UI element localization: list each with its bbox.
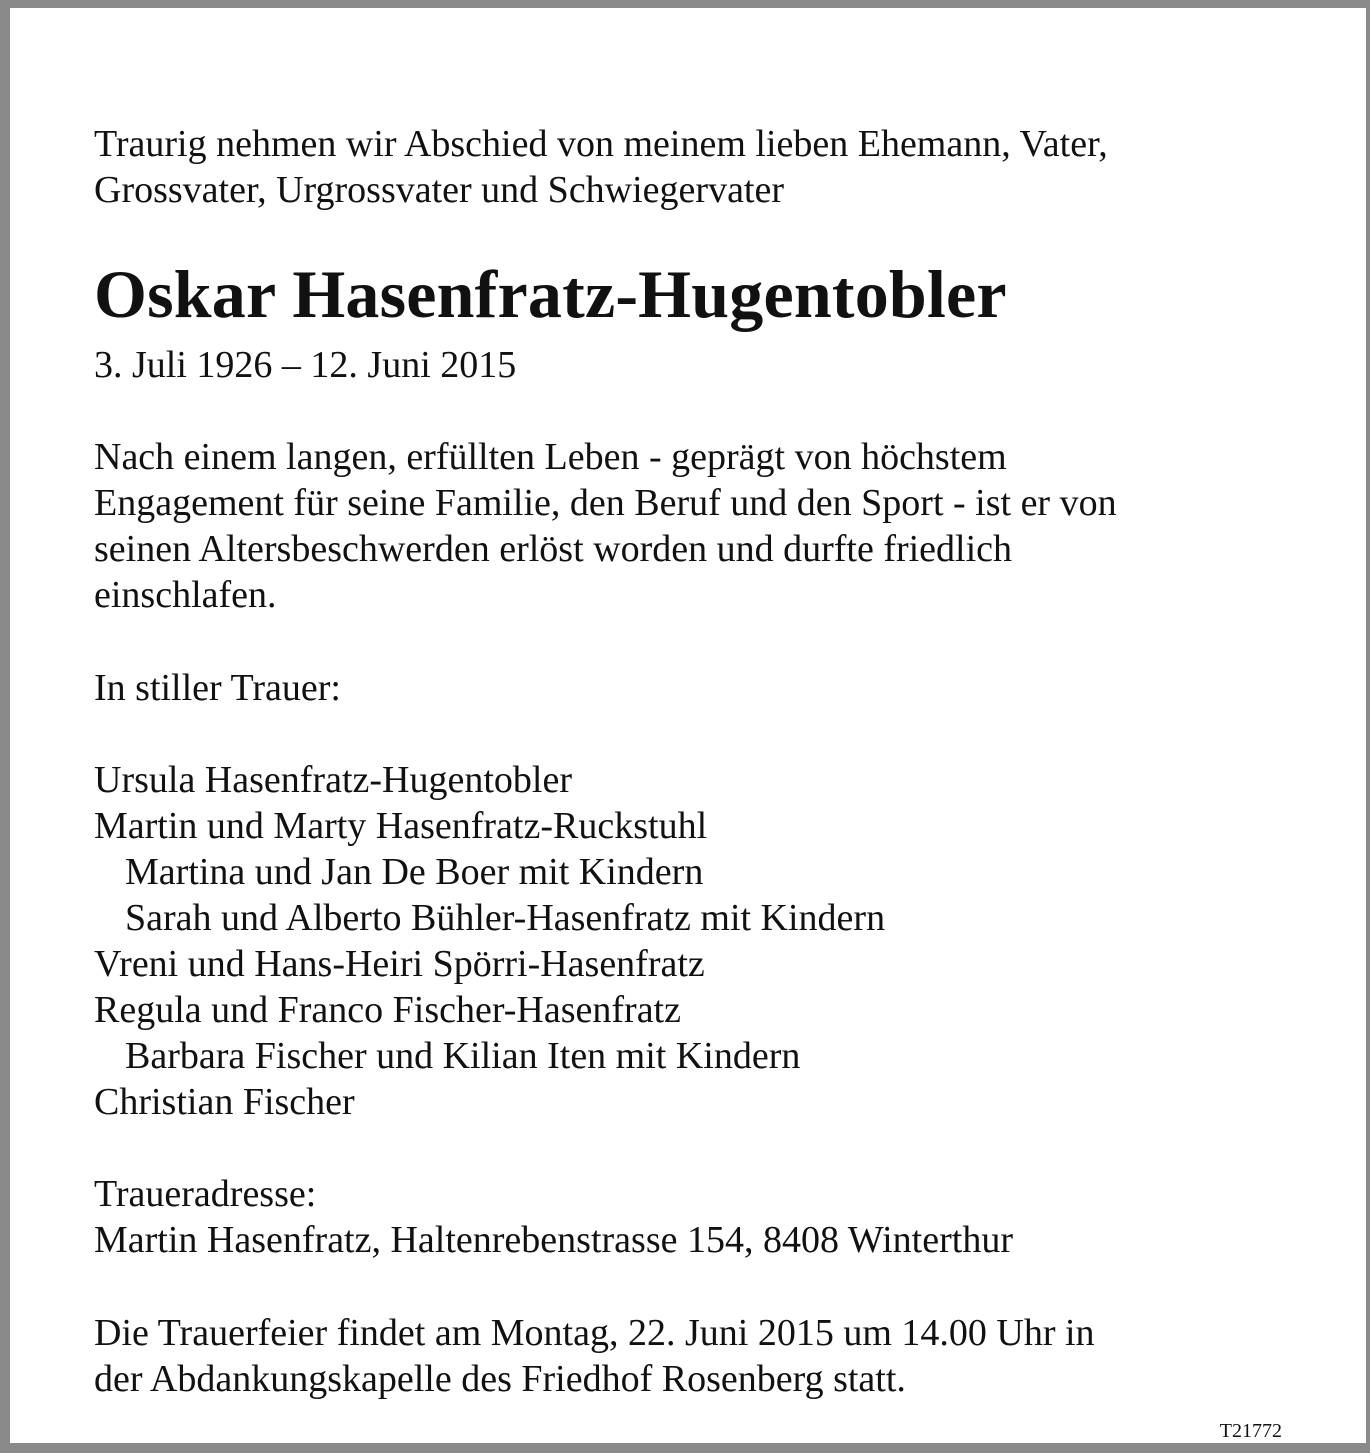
mourner-name-indented: Sarah und Alberto Bühler-Hasenfratz mit Kindern	[125, 897, 886, 939]
address-value: Martin Hasenfratz, Haltenrebenstrasse 154, 8408 Winterthur	[94, 1219, 1013, 1261]
tribute-line-2: Engagement für seine Familie, den Beruf und den Sport - ist er von	[94, 482, 1117, 524]
mourner-name: Martin und Marty Hasenfratz-Ruckstuhl	[94, 805, 708, 847]
mourner-name: Ursula Hasenfratz-Hugentobler	[94, 759, 572, 801]
mourner-name-indented: Martina und Jan De Boer mit Kindern	[125, 851, 704, 893]
reference-code: T21772	[1219, 1420, 1282, 1442]
service-line-2: der Abdankungskapelle des Friedhof Rosenberg statt.	[94, 1358, 906, 1400]
intro-line-2: Grossvater, Urgrossvater und Schwiegervater	[94, 169, 785, 211]
mourners-heading: In stiller Trauer:	[94, 667, 341, 709]
deceased-name: Oskar Hasenfratz-Hugentobler	[94, 256, 1007, 332]
life-dates: 3. Juli 1926 – 12. Juni 2015	[94, 344, 517, 386]
service-line-1: Die Trauerfeier findet am Montag, 22. Juni 2015 um 14.00 Uhr in	[94, 1312, 1095, 1354]
tribute-line-1: Nach einem langen, erfüllten Leben - geprägt von höchstem	[94, 436, 1007, 478]
tribute-line-4: einschlafen.	[94, 574, 277, 616]
mourner-name: Regula und Franco Fischer-Hasenfratz	[94, 989, 681, 1031]
address-heading: Traueradresse:	[94, 1173, 317, 1215]
tribute-line-3: seinen Altersbeschwerden erlöst worden und durfte friedlich	[94, 528, 1013, 570]
mourner-name: Vreni und Hans-Heiri Spörri-Hasenfratz	[94, 943, 705, 985]
intro-line-1: Traurig nehmen wir Abschied von meinem lieben Ehemann, Vater,	[94, 123, 1108, 165]
mourner-name: Christian Fischer	[94, 1081, 355, 1123]
mourner-name-indented: Barbara Fischer und Kilian Iten mit Kindern	[125, 1035, 801, 1077]
